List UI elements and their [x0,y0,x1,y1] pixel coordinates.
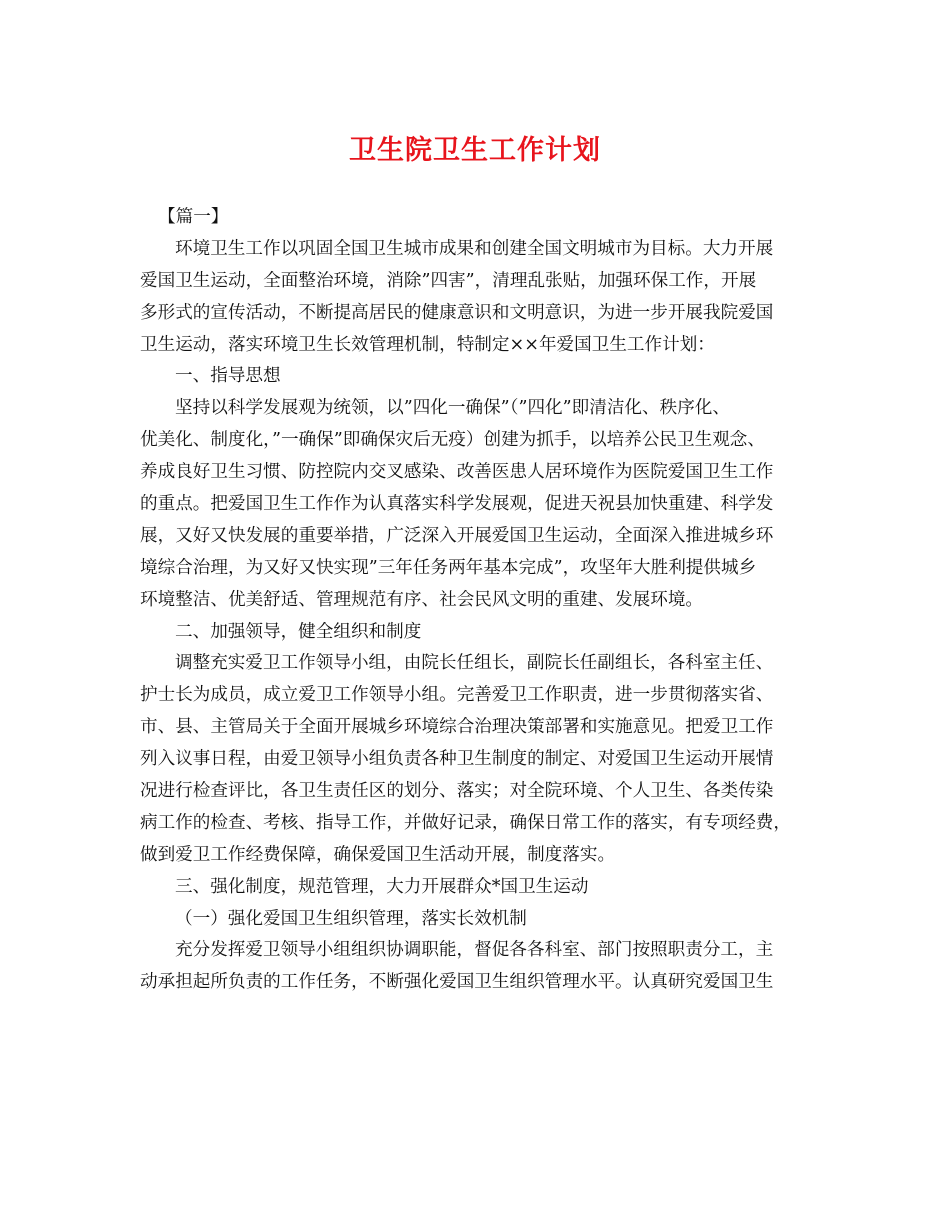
paragraph-line: 环境卫生工作以巩固全国卫生城市成果和创建全国文明城市为目标。大力开展 [175,238,774,259]
section-label: 【篇一】 [158,207,229,227]
section-heading: 二、加强领导，健全组织和制度 [175,621,422,642]
paragraph-line: 多形式的宣传活动，不断提高居民的健康意识和文明意识，为进一步开展我院爱国 [140,302,774,323]
document-body [140,202,820,999]
paragraph-line: 护士长为成员，成立爱卫工作领导小组。完善爱卫工作职责，进一步贯彻落实省、 [140,685,774,706]
paragraph-line: 卫生运动，落实环境卫生长效管理机制，特制定××年爱国卫生工作计划： [140,334,715,355]
paragraph-line: 列入议事日程，由爱卫领导小组负责各种卫生制度的制定、对爱国卫生运动开展情 [140,749,774,770]
paragraph-line: 爱国卫生运动，全面整治环境，消除”四害”，清理乱张贴，加强环保工作，开展 [140,270,757,291]
paragraph-line: 况进行检查评比，各卫生责任区的划分、落实；对全院环境、个人卫生、各类传染 [140,781,774,802]
paragraph-line: 病工作的检查、考核、指导工作，并做好记录，确保日常工作的落实，有专项经费， [140,812,791,833]
paragraph-line: 充分发挥爱卫领导小组组织协调职能，督促各各科室、部门按照职责分工，主 [175,940,774,961]
paragraph-line: 的重点。把爱国卫生工作作为认真落实科学发展观，促进天祝县加快重建、科学发 [140,494,774,515]
paragraph-line: 优美化、制度化，”一确保”即确保灾后无疫）创建为抓手，以培养公民卫生观念、 [140,430,765,451]
section-heading: 三、强化制度，规范管理，大力开展群众*国卫生运动 [175,876,589,897]
paragraph-line: 环境整洁、优美舒适、管理规范有序、社会民风文明的重建、发展环境。 [140,589,704,610]
subsection-heading: （一）强化爱国卫生组织管理，落实长效机制 [175,908,527,929]
paragraph-line: 市、县、主管局关于全面开展城乡环境综合治理决策部署和实施意见。把爱卫工作 [140,717,774,738]
paragraph-line: 养成良好卫生习惯、防控院内交叉感染、改善医患人居环境作为医院爱国卫生工作 [140,462,774,483]
paragraph-line: 境综合治理，为又好又快实现”三年任务两年基本完成”，攻坚年大胜利提供城乡 [140,557,757,578]
document-title: 卫生院卫生工作计划 [349,135,601,166]
paragraph-line: 坚持以科学发展观为统领，以”四化一确保”（”四化”即清洁化、秩序化、 [175,398,730,419]
paragraph-line: 展，又好又快发展的重要举措，广泛深入开展爱国卫生运动，全面深入推进城乡环 [140,525,774,546]
section-heading: 一、指导思想 [175,366,281,387]
paragraph-line: 做到爱卫工作经费保障，确保爱国卫生活动开展，制度落实。 [140,844,616,865]
paragraph-line: 动承担起所负责的工作任务，不断强化爱国卫生组织管理水平。认真研究爱国卫生 [140,972,774,993]
paragraph-line: 调整充实爱卫工作领导小组，由院长任组长，副院长任副组长，各科室主任、 [175,653,774,674]
